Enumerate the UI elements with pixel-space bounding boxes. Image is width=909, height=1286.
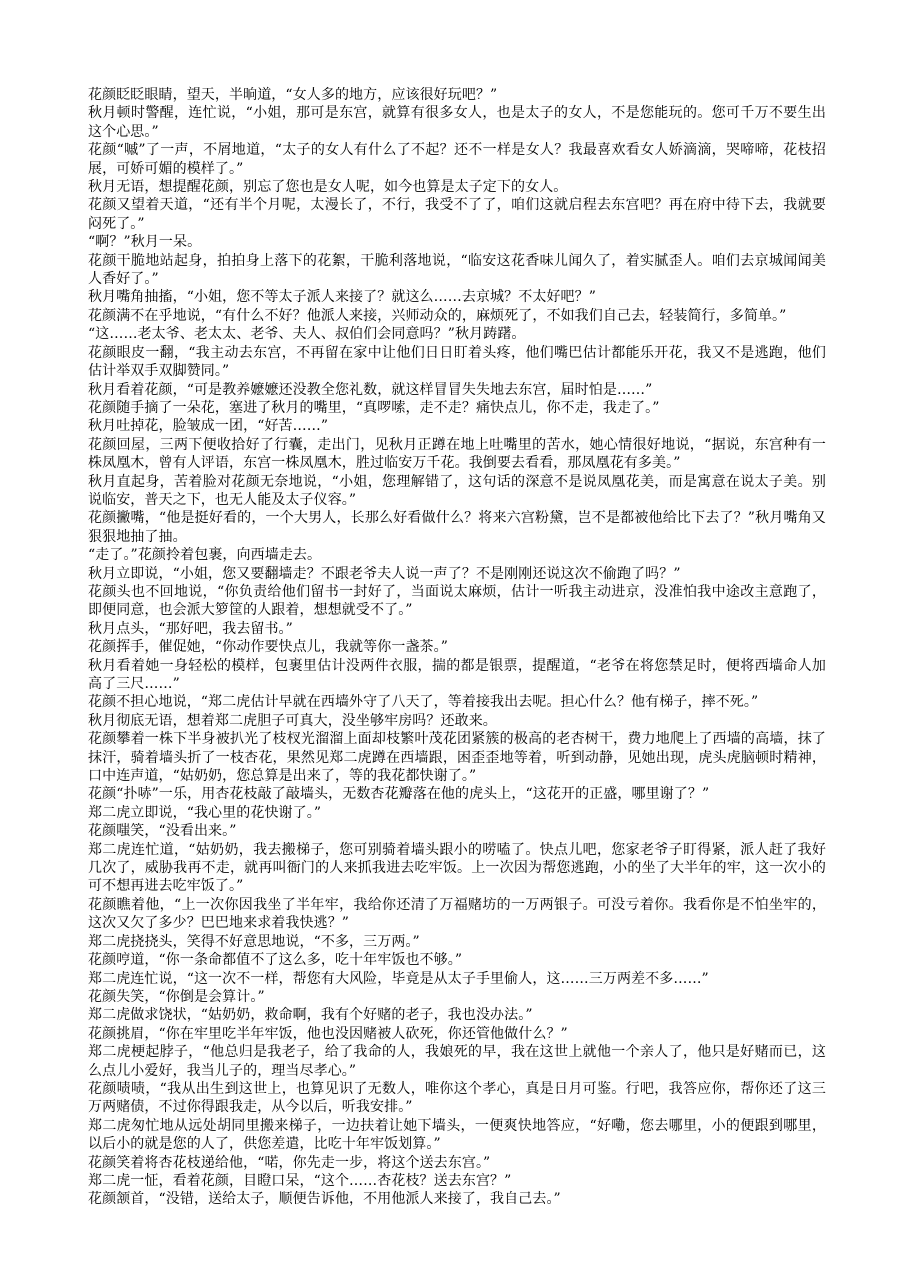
paragraph: 花颜“扑哧”一乐，用杏花枝敲了敲墙头，无数杏花瓣落在他的虎头上，“这花开的正盛，哪里谢了？” <box>88 786 710 803</box>
paragraph: 郑二虎立即说，“我心里的花快谢了。” <box>88 804 322 821</box>
paragraph: 花颜嗤笑，“没看出来。” <box>88 823 237 840</box>
paragraph: 花颜回屋，三两下便收拾好了行囊，走出门，见秋月正蹲在地上吐嘴里的苦水，她心情很好地说，“据说，东宫种有一株凤凰木，曾有人评语，东宫一株凤凰木，胜过临安万千花。我倒要去看看，那凤凰花有多美。” <box>88 436 826 472</box>
paragraph: 秋月看着花颜，“可是教养嬷嬷还没教全您礼数，就这样冒冒失失地去东宫，届时怕是……” <box>88 381 653 398</box>
paragraph: 花颜颔首，“没错，送给太子，顺便告诉他，不用他派人来接了，我自己去。” <box>88 1191 561 1208</box>
paragraph: 郑二虎做求饶状，“姑奶奶，救命啊，我有个好赌的老子，我也没办法。” <box>88 1007 533 1024</box>
paragraph: 花颜哼道，“你一条命都值不了这么多，吃十年牢饭也不够。” <box>88 952 463 969</box>
paragraph: 秋月嘴角抽搐，“小姐，您不等太子派人来接了？就这么……去京城？不太好吧？” <box>88 289 597 306</box>
paragraph: 花颜眼皮一翻，“我主动去东宫，不再留在家中让他们日日盯着头疼，他们嘴巴估计都能乐开花，我又不是逃跑，他们估计举双手双脚赞同。” <box>88 344 826 380</box>
paragraph: 花颜啧啧，“我从出生到这世上，也算见识了无数人，唯你这个孝心，真是日月可鉴。行吧，我答应你，帮你还了这三万两赌债，不过你得跟我走，从今以后，听我安排。” <box>88 1080 826 1116</box>
paragraph: 花颜挑眉，“你在牢里吃半年牢饭，他也没因赌被人砍死，你还管他做什么？” <box>88 1025 568 1042</box>
paragraph: “走了。”花颜拎着包裹，向西墙走去。 <box>88 547 322 564</box>
paragraph: 花颜挥手，催促她，“你动作要快点儿，我就等你一盏茶。” <box>88 639 449 656</box>
paragraph: 郑二虎连忙说，“这一次不一样，帮您有大风险，毕竟是从太子手里偷人，这……三万两差不多……” <box>88 970 709 987</box>
paragraph: 花颜头也不回地说，“你负责给他们留书一封好了，当面说太麻烦，估计一听我主动进京，没准怕我中途改主意跑了，即便同意，也会派大箩筐的人跟着，想想就受不了。” <box>88 583 826 619</box>
paragraph: 花颜攀着一株下半身被扒光了枝杈光溜溜上面却枝繁叶茂花团紧簇的极高的老杏树干，费力地爬上了西墙的高墙，抹了抹汗，骑着墙头折了一枝杏花，果然见郑二虎蹲在西墙跟，困歪歪地等着，听到动静，见她出现，虎头虎脑顿时精神，口中连声道，“姑奶奶，您总算是出来了，等的我花都快谢了。” <box>88 731 826 785</box>
paragraph: “这……老太爷、老太太、老爷、夫人、叔伯们会同意吗？”秋月踌躇。 <box>88 326 526 343</box>
paragraph: 郑二虎梗起脖子，“他总归是我老子，给了我命的人，我娘死的早，我在这世上就他一个亲人了，他只是好赌而已，这么点儿小爱好，我当儿子的，理当尽孝心。” <box>88 1044 826 1079</box>
paragraph: 秋月看着她一身轻松的模样，包裹里估计没两件衣服，揣的都是银票，提醒道，“老爷在将您禁足时，便将西墙命人加高了三尺……” <box>88 657 826 692</box>
paragraph: 花颜随手摘了一朵花，塞进了秋月的嘴里，“真啰嗦，走不走？痛快点儿，你不走，我走了。” <box>88 399 660 416</box>
paragraph: 花颜笑着将杏花枝递给他，“喏，你先走一步，将这个送去东宫。” <box>88 1154 491 1171</box>
paragraph: 花颜满不在乎地说，“有什么不好？他派人来接，兴师动众的，麻烦死了，不如我们自己去，轻装简行，多简单。” <box>88 307 787 324</box>
paragraph: 花颜眨眨眼睛，望天，半晌道，“女人多的地方，应该很好玩吧？” <box>88 87 498 103</box>
paragraph: 花颜不担心地说，“郑二虎估计早就在西墙外守了八天了，等着接我出去呢。担心什么？他有梯子，摔不死。” <box>88 694 759 711</box>
paragraph: 花颜撇嘴，“他是挺好看的，一个大男人，长那么好看做什么？将来六宫粉黛，岂不是都被他给比下去了？”秋月嘴角又狠狠地抽了抽。 <box>88 510 826 545</box>
paragraph: 花颜失笑，“你倒是会算计。” <box>88 988 265 1005</box>
paragraph: 秋月直起身，苦着脸对花颜无奈地说，“小姐，您理解错了，这句话的深意不是说凤凰花美，而是寓意在说太子美。别说临安，普天之下，也无人能及太子仪容。” <box>88 473 826 508</box>
paragraph: 秋月吐掉花，脸皱成一团，“好苦……” <box>88 418 329 435</box>
paragraph: 郑二虎连忙道，“姑奶奶，我去搬梯子，您可别骑着墙头跟小的唠嗑了。快点儿吧，您家老爷子盯得紧，派人赶了我好几次了，威胁我再不走，就再叫衙门的人来抓我进去吃牢饭。上一次因为帮您逃跑，小的坐了大半年的牢，这一次小的可不想再进去吃牢饭了。” <box>88 841 826 895</box>
paragraph: 秋月彻底无语，想着郑二虎胆子可真大，没坐够牢房吗？还敢来。 <box>88 712 497 729</box>
paragraph: 秋月点头，“那好吧，我去留书。” <box>88 620 293 637</box>
paragraph: 秋月立即说，“小姐，您又要翻墙走？不跟老爷夫人说一声了？不是刚刚还说这次不偷跑了吗？” <box>88 565 681 582</box>
document-body <box>88 86 826 1209</box>
paragraph: 秋月无语，想提醒花颜，别忘了您也是女人呢，如今也算是太子定下的女人。 <box>88 179 568 196</box>
paragraph: 秋月顿时警醒，连忙说，“小姐，那可是东宫，就算有很多女人，也是太子的女人，不是您能玩的。您可千万不要生出这个心思。” <box>88 105 826 140</box>
paragraph: 花颜“嘁”了一声，不屑地道，“太子的女人有什么了不起？还不一样是女人？我最喜欢看女人娇滴滴，哭啼啼，花枝招展，可娇可媚的模样了。” <box>88 142 826 177</box>
paragraph: 花颜瞧着他，“上一次你因我坐了半年牢，我给你还清了万福赌坊的一万两银子。可没亏着你。我看你是不怕坐牢的，这次又欠了多少？巴巴地来求着我快逃？” <box>88 896 826 932</box>
paragraph: 郑二虎匆忙地从远处胡同里搬来梯子，一边扶着让她下墙头，一便爽快地答应，“好嘞，您去哪里，小的便跟到哪里，以后小的就是您的人了，供您差遣，比吃十年牢饭划算。” <box>88 1117 826 1153</box>
paragraph: 花颜又望着天道，“还有半个月呢，太漫长了，不行，我受不了了，咱们这就启程去东宫吧？再在府中待下去，我就要闷死了。” <box>88 197 826 232</box>
paragraph: 郑二虎挠挠头，笑得不好意思地说，“不多，三万两。” <box>88 933 420 950</box>
paragraph: 花颜干脆地站起身，拍拍身上落下的花絮，干脆利落地说，“临安这花香味儿闻久了，着实腻歪人。咱们去京城闻闻美人香好了。” <box>88 252 826 288</box>
paragraph: “啊？”秋月一呆。 <box>88 234 202 251</box>
paragraph: 郑二虎一怔，看着花颜，目瞪口呆，“这个……杏花枝？送去东宫？” <box>88 1172 512 1189</box>
